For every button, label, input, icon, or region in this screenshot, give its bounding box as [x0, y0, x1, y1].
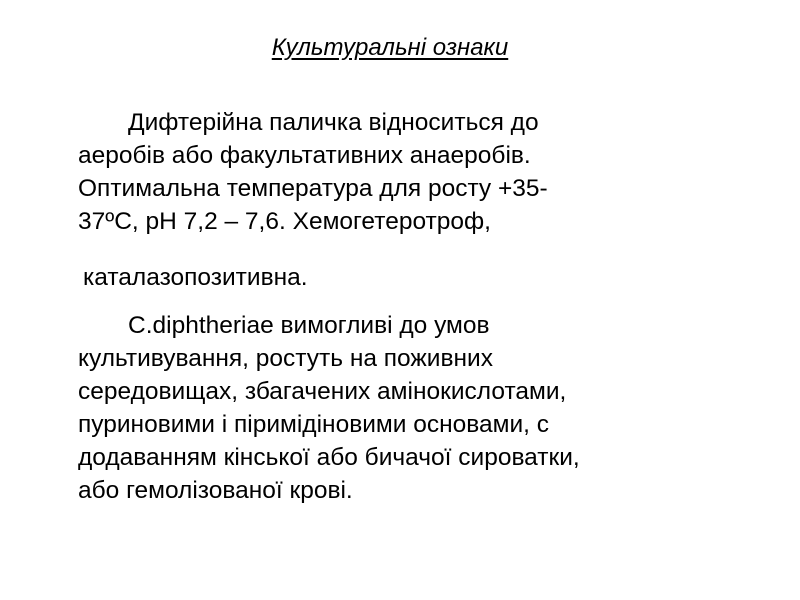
- text-line: пуриновими і піримідіновими основами, с: [78, 411, 550, 438]
- text-line: C.diphtheriae вимогливі до умов: [128, 312, 490, 339]
- text-line: культивування, ростуть на поживних: [78, 345, 493, 372]
- text-line: додаванням кінської або бичачої сироватки,: [78, 444, 580, 471]
- text-line: каталазопозитивна.: [83, 264, 308, 291]
- text-line: Дифтерійна паличка відноситься до: [128, 109, 539, 136]
- text-line: 37ºС, рН 7,2 – 7,6. Хемогетеротроф,: [78, 208, 491, 235]
- text-line: середовищах, збагачених амінокислотами,: [78, 378, 567, 405]
- text-line: Оптимальна температура для росту +35-: [78, 175, 548, 202]
- slide-title: Культуральні ознаки: [271, 34, 509, 61]
- text-line: або гемолізованої крові.: [78, 477, 353, 504]
- text-line: аеробів або факультативних анаеробів.: [78, 142, 531, 169]
